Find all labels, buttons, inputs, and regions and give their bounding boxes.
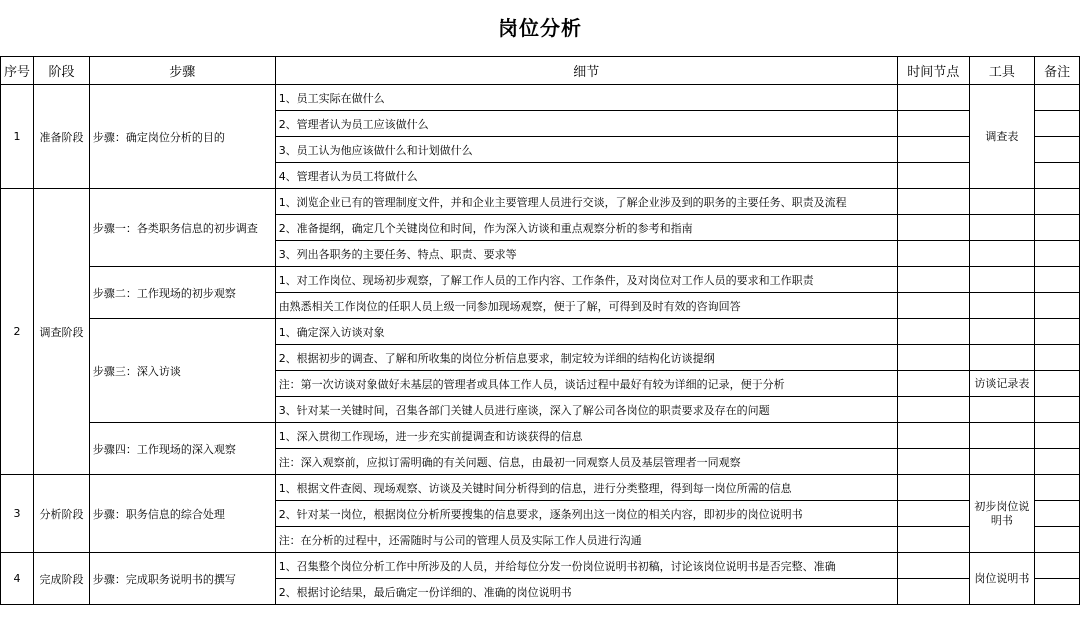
note-cell[interactable] [1035,111,1080,137]
header-detail[interactable]: 细节 [275,57,897,85]
table-row [1,189,1080,215]
header-row [1,57,1080,85]
note-cell[interactable] [1035,241,1080,267]
note-cell[interactable] [1035,449,1080,475]
table-row [1,475,1080,501]
time-node-cell[interactable] [897,215,969,241]
time-node-cell[interactable] [897,449,969,475]
time-node-cell[interactable] [897,111,969,137]
detail-cell[interactable]: 3、列出各职务的主要任务、特点、职责、要求等 [275,241,897,267]
time-node-cell[interactable] [897,293,969,319]
job-analysis-table [0,56,1080,605]
table-row [1,553,1080,579]
table-row [1,85,1080,111]
detail-cell[interactable]: 4、管理者认为员工将做什么 [275,163,897,189]
stage-cell[interactable]: 分析阶段 [34,475,90,553]
header-tool[interactable]: 工具 [969,57,1034,85]
detail-cell[interactable]: 注：第一次访谈对象做好未基层的管理者或具体工作人员，谈话过程中最好有较为详细的记录，便于分析 [275,371,897,397]
detail-cell[interactable]: 2、针对某一岗位，根据岗位分析所要搜集的信息要求，逐条列出这一岗位的相关内容，即初步的岗位说明书 [275,501,897,527]
detail-cell[interactable]: 1、浏览企业已有的管理制度文件，并和企业主要管理人员进行交谈，了解企业涉及到的职务的主要任务、职责及流程 [275,189,897,215]
time-node-cell[interactable] [897,241,969,267]
tool-cell[interactable]: 访谈记录表 [969,371,1034,397]
detail-cell[interactable]: 1、确定深入访谈对象 [275,319,897,345]
tool-cell[interactable] [969,397,1034,423]
detail-cell[interactable]: 1、员工实际在做什么 [275,85,897,111]
detail-cell[interactable]: 2、管理者认为员工应该做什么 [275,111,897,137]
header-seq[interactable]: 序号 [1,57,34,85]
detail-cell[interactable]: 1、召集整个岗位分析工作中所涉及的人员，并给每位分发一份岗位说明书初稿，讨论该岗位说明书是否完整、准确 [275,553,897,579]
note-cell[interactable] [1035,85,1080,111]
tool-cell[interactable]: 岗位说明书 [969,553,1034,605]
time-node-cell[interactable] [897,553,969,579]
time-node-cell[interactable] [897,85,969,111]
note-cell[interactable] [1035,163,1080,189]
header-step[interactable]: 步骤 [89,57,275,85]
step-cell[interactable]: 步骤：完成职务说明书的撰写 [89,553,275,605]
step-cell[interactable]: 步骤：确定岗位分析的目的 [89,85,275,189]
time-node-cell[interactable] [897,163,969,189]
header-time-node[interactable]: 时间节点 [897,57,969,85]
seq-cell[interactable]: 3 [1,475,34,553]
note-cell[interactable] [1035,423,1080,449]
time-node-cell[interactable] [897,345,969,371]
stage-cell[interactable]: 调查阶段 [34,189,90,475]
step-cell[interactable]: 步骤：职务信息的综合处理 [89,475,275,553]
note-cell[interactable] [1035,319,1080,345]
note-cell[interactable] [1035,189,1080,215]
detail-cell[interactable]: 由熟悉相关工作岗位的任职人员上级一同参加现场观察，便于了解，可得到及时有效的咨询回答 [275,293,897,319]
time-node-cell[interactable] [897,371,969,397]
stage-cell[interactable]: 准备阶段 [34,85,90,189]
time-node-cell[interactable] [897,397,969,423]
time-node-cell[interactable] [897,189,969,215]
step-cell[interactable]: 步骤三：深入访谈 [89,319,275,423]
tool-cell[interactable] [969,241,1034,267]
tool-cell[interactable] [969,215,1034,241]
detail-cell[interactable]: 2、根据初步的调查、了解和所收集的岗位分析信息要求，制定较为详细的结构化访谈提纲 [275,345,897,371]
time-node-cell[interactable] [897,137,969,163]
table-row [1,423,1080,449]
step-cell[interactable]: 步骤二：工作现场的初步观察 [89,267,275,319]
step-cell[interactable]: 步骤一：各类职务信息的初步调查 [89,189,275,267]
note-cell[interactable] [1035,267,1080,293]
seq-cell[interactable]: 4 [1,553,34,605]
time-node-cell[interactable] [897,579,969,605]
detail-cell[interactable]: 3、员工认为他应该做什么和计划做什么 [275,137,897,163]
detail-cell[interactable]: 1、根据文件查阅、现场观察、访谈及关键时间分析得到的信息，进行分类整理，得到每一岗位所需的信息 [275,475,897,501]
detail-cell[interactable]: 注：在分析的过程中，还需随时与公司的管理人员及实际工作人员进行沟通 [275,527,897,553]
note-cell[interactable] [1035,293,1080,319]
time-node-cell[interactable] [897,527,969,553]
note-cell[interactable] [1035,553,1080,579]
table-row [1,267,1080,293]
note-cell[interactable] [1035,371,1080,397]
tool-cell[interactable] [969,345,1034,371]
header-stage[interactable]: 阶段 [34,57,90,85]
detail-cell[interactable]: 1、深入贯彻工作现场，进一步充实前提调查和访谈获得的信息 [275,423,897,449]
note-cell[interactable] [1035,501,1080,527]
detail-cell[interactable]: 2、准备提纲，确定几个关键岗位和时间，作为深入访谈和重点观察分析的参考和指南 [275,215,897,241]
tool-cell[interactable] [969,293,1034,319]
time-node-cell[interactable] [897,501,969,527]
note-cell[interactable] [1035,475,1080,501]
stage-cell[interactable]: 完成阶段 [34,553,90,605]
note-cell[interactable] [1035,215,1080,241]
note-cell[interactable] [1035,137,1080,163]
note-cell[interactable] [1035,345,1080,371]
seq-cell[interactable]: 2 [1,189,34,475]
time-node-cell[interactable] [897,267,969,293]
tool-cell[interactable] [969,319,1034,345]
detail-cell[interactable]: 注：深入观察前，应拟订需明确的有关问题、信息，由最初一同观察人员及基层管理者一同观察 [275,449,897,475]
table-row [1,319,1080,345]
detail-cell[interactable]: 1、对工作岗位、现场初步观察，了解工作人员的工作内容、工作条件，及对岗位对工作人员的要求和工作职责 [275,267,897,293]
time-node-cell[interactable] [897,475,969,501]
header-note[interactable]: 备注 [1035,57,1080,85]
note-cell[interactable] [1035,397,1080,423]
note-cell[interactable] [1035,527,1080,553]
tool-cell[interactable]: 初步岗位说明书 [969,475,1034,553]
detail-cell[interactable]: 3、针对某一关键时间，召集各部门关键人员进行座谈，深入了解公司各岗位的职责要求及存在的问题 [275,397,897,423]
tool-cell[interactable] [969,267,1034,293]
note-cell[interactable] [1035,579,1080,605]
detail-cell[interactable]: 2、根据讨论结果，最后确定一份详细的、准确的岗位说明书 [275,579,897,605]
time-node-cell[interactable] [897,319,969,345]
sheet-title: 岗位分析 [498,16,582,40]
tool-cell[interactable] [969,449,1034,475]
tool-cell[interactable] [969,423,1034,449]
time-node-cell[interactable] [897,423,969,449]
seq-cell[interactable]: 1 [1,85,34,189]
tool-cell[interactable] [969,189,1034,215]
step-cell[interactable]: 步骤四：工作现场的深入观察 [89,423,275,475]
tool-cell[interactable]: 调查表 [969,85,1034,189]
